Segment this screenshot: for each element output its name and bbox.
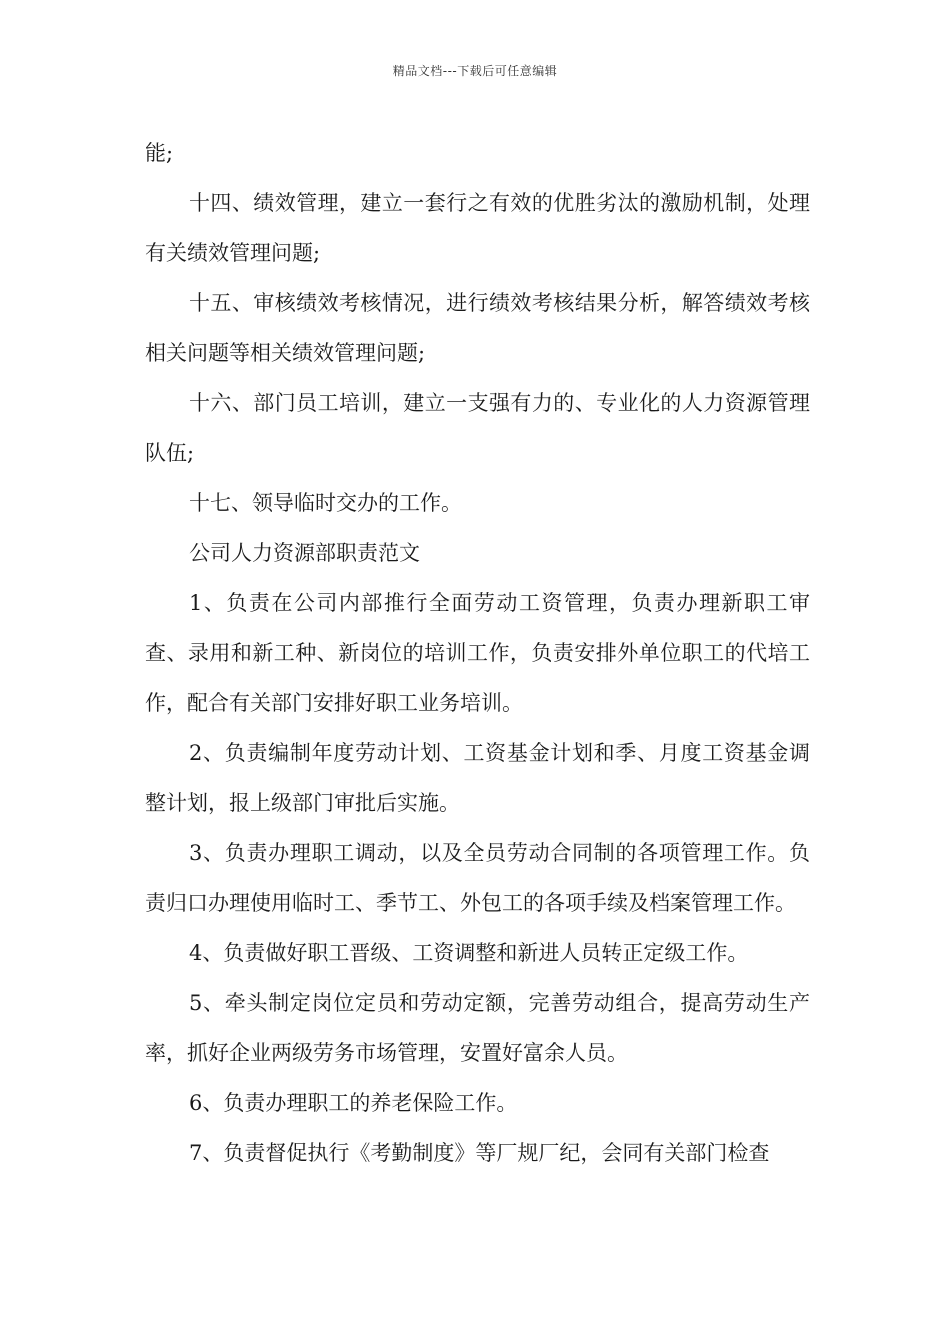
paragraph-11: 5、牵头制定岗位定员和劳动定额，完善劳动组合，提高劳动生产率，抓好企业两级劳务市场管理，安置好富余人员。 — [145, 991, 810, 1065]
section-title: 公司人力资源部职责范文 — [189, 541, 420, 565]
paragraph-1: 能; — [145, 141, 174, 165]
paragraph-7: 1、负责在公司内部推行全面劳动工资管理，负责办理新职工审查、录用和新工种、新岗位的培训工作，负责安排外单位职工的代培工作，配合有关部门安排好职工业务培训。 — [145, 591, 810, 715]
paragraph-4: 十六、部门员工培训，建立一支强有力的、专业化的人力资源管理队伍; — [145, 391, 810, 465]
paragraph-2: 十四、绩效管理，建立一套行之有效的优胜劣汰的激励机制，处理有关绩效管理问题; — [145, 191, 810, 265]
document-body — [145, 128, 810, 1178]
paragraph-5: 十七、领导临时交办的工作。 — [189, 491, 462, 515]
paragraph-13: 7、负责督促执行《考勤制度》等厂规厂纪，会同有关部门检查 — [189, 1141, 770, 1165]
paragraph-3: 十五、审核绩效考核情况，进行绩效考核结果分析，解答绩效考核相关问题等相关绩效管理问题; — [145, 291, 810, 365]
paragraph-9: 3、负责办理职工调动，以及全员劳动合同制的各项管理工作。负责归口办理使用临时工、季节工、外包工的各项手续及档案管理工作。 — [145, 841, 810, 915]
paragraph-8: 2、负责编制年度劳动计划、工资基金计划和季、月度工资基金调整计划，报上级部门审批后实施。 — [145, 741, 810, 815]
page-header: 精品文档---下载后可任意编辑 — [392, 64, 558, 78]
paragraph-12: 6、负责办理职工的养老保险工作。 — [189, 1091, 518, 1115]
paragraph-10: 4、负责做好职工晋级、工资调整和新进人员转正定级工作。 — [189, 941, 749, 965]
